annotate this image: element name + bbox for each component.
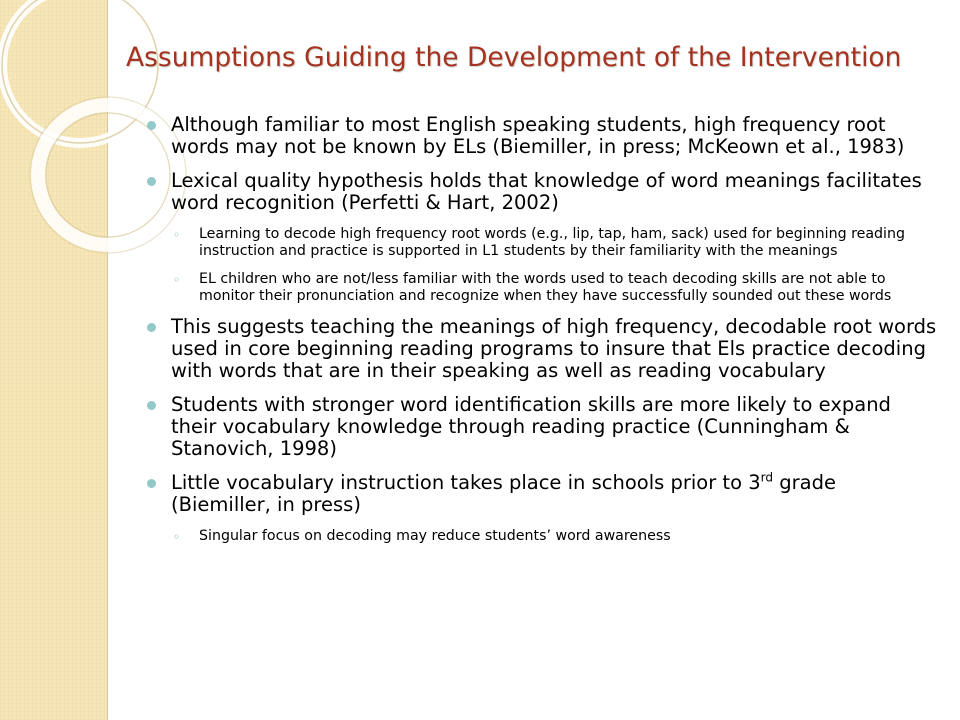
bullet-item — [147, 472, 937, 516]
bullet-item — [147, 316, 937, 382]
slide-content — [147, 110, 937, 545]
sub-bullet-item — [147, 271, 937, 305]
sub-bullet-item — [147, 528, 937, 545]
bullet-item — [147, 170, 937, 214]
ring-bullet-icon: ◦ — [173, 273, 181, 287]
ring-bullet-icon: ◦ — [173, 228, 181, 242]
bullet-item — [147, 394, 937, 460]
bullet-text: Students with stronger word identification skills are more likely to expand their vocabulary knowledge through reading practice (Cunningham & Stanovich, 1998) — [171, 393, 891, 460]
bullet-text-end: grade (Biemiller, in press) — [171, 471, 836, 516]
bullet-text-start: Little vocabulary instruction takes place in schools prior to 3 — [171, 471, 761, 494]
bullet-dot-icon — [147, 479, 156, 488]
sub-bullet-text: Learning to decode high frequency root words (e.g., lip, tap, ham, sack) used for beginning reading instruction and practice is supported in L1 students by their familiarity with the meanings — [199, 226, 905, 259]
ordinal-suffix: rd — [760, 470, 774, 485]
bullet-text: Although familiar to most English speaking students, high frequency root words may not be known by ELs (Biemiller, in press; McKeown et al., 1983) — [171, 113, 905, 158]
bullet-dot-icon — [147, 323, 156, 332]
bullet-dot-icon — [147, 177, 156, 186]
sub-bullet-item — [147, 226, 937, 260]
slide-title: Assumptions Guiding the Development of the Intervention — [126, 42, 902, 73]
sub-bullet-text: EL children who are not/less familiar with the words used to teach decoding skills are not able to monitor their pronunciation and recognize when they have successfully sounded out these words — [199, 271, 892, 304]
sub-bullet-text: Singular focus on decoding may reduce students’ word awareness — [199, 528, 671, 544]
bullet-dot-icon — [147, 121, 156, 130]
bullet-item — [147, 114, 937, 158]
bullet-text: This suggests teaching the meanings of high frequency, decodable root words used in core beginning reading programs to insure that Els practice decoding with words that are in their speaking as well as reading vocabulary — [171, 315, 937, 382]
bullet-dot-icon — [147, 401, 156, 410]
ring-bullet-icon: ◦ — [173, 530, 181, 544]
bullet-text: Lexical quality hypothesis holds that knowledge of word meanings facilitates word recognition (Perfetti & Hart, 2002) — [171, 169, 922, 214]
